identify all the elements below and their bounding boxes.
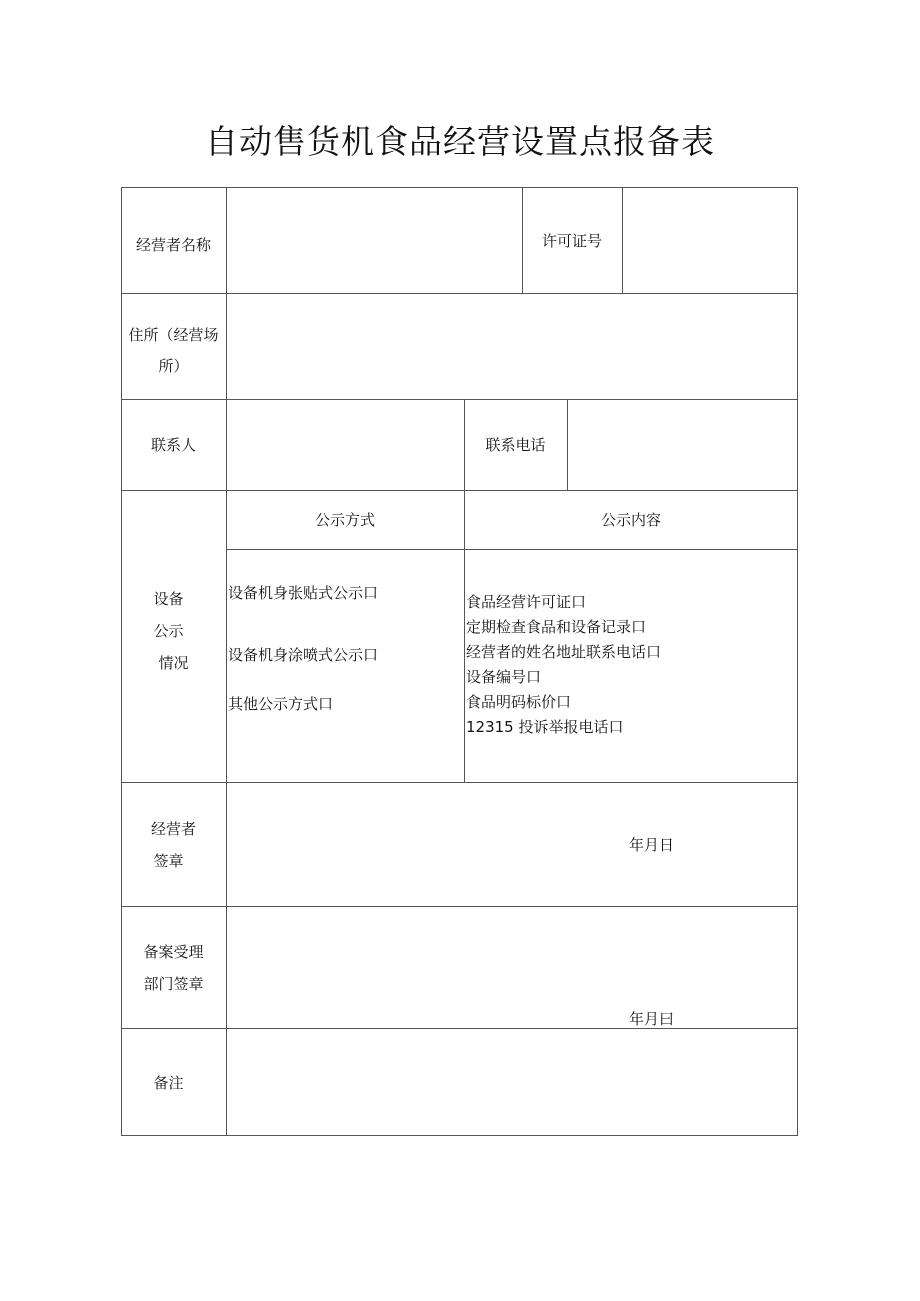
content-option-inspection-record[interactable]: 定期检查食品和设备记录口 bbox=[466, 618, 647, 636]
content-option-complaint-hotline[interactable]: 12315 投诉举报电话口 bbox=[466, 718, 624, 736]
contact-phone-field[interactable] bbox=[568, 400, 797, 490]
address-field[interactable] bbox=[227, 294, 797, 399]
device-display-label-line2: 公示 bbox=[153, 622, 184, 640]
display-content-header: 公示内容 bbox=[600, 511, 661, 529]
contact-person-field[interactable] bbox=[227, 400, 464, 490]
remarks-field[interactable] bbox=[227, 1029, 797, 1135]
method-option-other[interactable]: 其他公示方式口 bbox=[228, 695, 334, 713]
display-content-list bbox=[466, 590, 661, 740]
remarks-label: 备注 bbox=[153, 1074, 184, 1092]
operator-seal-label-line2: 签章 bbox=[153, 852, 184, 870]
display-method-header: 公示方式 bbox=[314, 511, 375, 529]
row-divider bbox=[121, 490, 798, 491]
dept-seal-field[interactable] bbox=[227, 907, 797, 1028]
contact-person-label: 联系人 bbox=[150, 436, 196, 454]
method-option-spray[interactable]: 设备机身涂喷式公示口 bbox=[228, 646, 379, 664]
content-option-device-number[interactable]: 设备编号口 bbox=[466, 668, 542, 686]
content-option-price-tag[interactable]: 食品明码标价口 bbox=[466, 693, 572, 711]
operator-seal-label-line1: 经营者 bbox=[150, 820, 196, 838]
contact-phone-label: 联系电话 bbox=[485, 436, 546, 454]
content-option-license[interactable]: 食品经营许可证口 bbox=[466, 593, 587, 611]
operator-seal-field[interactable] bbox=[227, 783, 797, 906]
dept-seal-label-line1: 备案受理 bbox=[143, 943, 204, 961]
dept-seal-label-line2: 部门签章 bbox=[143, 975, 204, 993]
address-label-line1: 住所（经营场 bbox=[128, 326, 219, 344]
operator-name-field[interactable] bbox=[227, 188, 522, 293]
dept-seal-date: 年月曰 bbox=[629, 1010, 675, 1028]
license-number-field[interactable] bbox=[623, 188, 797, 293]
row-divider bbox=[226, 549, 798, 550]
device-display-label-line1: 设备 bbox=[153, 590, 184, 608]
license-number-label: 许可证号 bbox=[541, 232, 602, 250]
address-label-line2: 所） bbox=[158, 357, 189, 375]
device-display-label-line3: 情况 bbox=[158, 654, 189, 672]
form-title: 自动售货机食品经营设置点报备表 bbox=[205, 122, 715, 161]
operator-name-label: 经营者名称 bbox=[135, 236, 211, 254]
column-divider bbox=[464, 399, 465, 782]
content-option-operator-info[interactable]: 经营者的姓名地址联系电话口 bbox=[466, 643, 662, 661]
method-option-sticker[interactable]: 设备机身张贴式公示口 bbox=[228, 584, 379, 602]
operator-seal-date: 年月日 bbox=[629, 836, 675, 854]
